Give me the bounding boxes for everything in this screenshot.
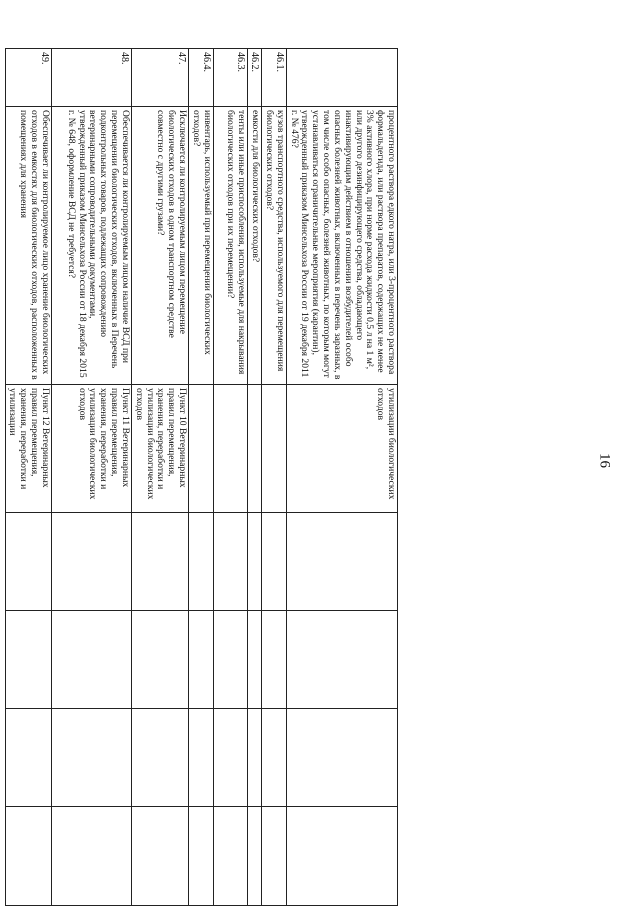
answer-cell <box>51 709 131 807</box>
table-row <box>189 49 214 906</box>
note-cell <box>213 807 247 906</box>
question-cell: процентного раствора едкого натра, или 3-процентного раствора формальдегида, или раствора препаратов, содержащих не менее 3% активного хлора, при норме расхода жидкости 0,5 л на 1 м², или другого дезинфицирующего средства, обладающего инактивирующим действием в отношении возбудителей особо опасных болезней животных, включенных в перечень заразных, в том числе особо опасных, болезней животных, по которым могут устанавливаться ограничительные мероприятия (карантин), утвержденный приказом Минсельхоза России от 19 декабря 2011 г. № 476? <box>286 107 397 385</box>
row-number: 47. <box>131 49 188 107</box>
row-number <box>286 49 397 107</box>
reference-cell <box>189 385 214 513</box>
note-cell <box>5 807 51 906</box>
note-cell <box>131 807 188 906</box>
answer-cell <box>131 513 188 611</box>
answer-cell <box>189 611 214 709</box>
answer-cell <box>213 611 247 709</box>
reference-cell <box>247 385 261 513</box>
answer-cell <box>5 611 51 709</box>
reference-cell: Пункт 10 Ветеринарных правил перемещения, хранения, переработки и утилизации биологических отходов <box>131 385 188 513</box>
answer-cell <box>262 611 287 709</box>
question-cell: Обеспечивается ли контролируемым лицом наличие ВСД при перемещении биологических отходов, включенных в Перечень подконтрольных товаров, подлежащих сопровождению ветеринарными сопроводительными документами, утвержденный приказом Минсельхоза России от 18 декабря 2015 г. № 648, оформление ВСД не требуется? <box>51 107 131 385</box>
rotated-table-container <box>7 48 398 905</box>
answer-cell <box>51 611 131 709</box>
answer-cell <box>189 513 214 611</box>
checklist-table <box>5 48 398 906</box>
note-cell <box>189 807 214 906</box>
table-row <box>51 49 131 906</box>
answer-cell <box>51 513 131 611</box>
table-row <box>247 49 261 906</box>
reference-cell <box>213 385 247 513</box>
answer-cell <box>5 709 51 807</box>
answer-cell <box>213 709 247 807</box>
row-number: 46.4. <box>189 49 214 107</box>
row-number: 46.3. <box>213 49 247 107</box>
reference-cell: Пункт 12 Ветеринарных правил перемещения, хранения, переработки и утилизации <box>5 385 51 513</box>
answer-cell <box>5 513 51 611</box>
table-row <box>5 49 51 906</box>
question-cell: Обеспечивает ли контролируемое лицо хранение биологических отходов в емкостях для биологических отходов, расположенных в помещениях для хранения <box>5 107 51 385</box>
answer-cell <box>262 709 287 807</box>
reference-cell: утилизации биологических отходов <box>286 385 397 513</box>
reference-cell: Пункт 11 Ветеринарных правил перемещения, хранения, переработки и утилизации биологических отходов <box>51 385 131 513</box>
row-number: 46.1. <box>262 49 287 107</box>
answer-cell <box>286 709 397 807</box>
table-row <box>262 49 287 906</box>
reference-cell <box>262 385 287 513</box>
answer-cell <box>131 709 188 807</box>
answer-cell <box>131 611 188 709</box>
answer-cell <box>247 513 261 611</box>
note-cell <box>286 807 397 906</box>
row-number: 48. <box>51 49 131 107</box>
question-cell: тенты или иные приспособления, используемые для накрывания биологических отходов при их перемещении? <box>213 107 247 385</box>
answer-cell <box>247 611 261 709</box>
question-cell: кузов транспортного средства, используемого для перемещения биологических отходов? <box>262 107 287 385</box>
table-viewport <box>7 48 398 905</box>
note-cell <box>247 807 261 906</box>
note-cell <box>51 807 131 906</box>
question-cell: инвентарь, используемый при перемещении биологических отходов? <box>189 107 214 385</box>
table-row <box>213 49 247 906</box>
answer-cell <box>286 513 397 611</box>
answer-cell <box>213 513 247 611</box>
question-cell: емкости для биологических отходов? <box>247 107 261 385</box>
question-cell: Исключается ли контролируемым лицом перемещение биологических отходов в одном транспортном средстве совместно с другими грузами? <box>131 107 188 385</box>
row-number: 49. <box>5 49 51 107</box>
note-cell <box>262 807 287 906</box>
page-number: 16 <box>596 453 613 468</box>
table-row <box>286 49 397 906</box>
answer-cell <box>247 709 261 807</box>
answer-cell <box>262 513 287 611</box>
row-number: 46.2. <box>247 49 261 107</box>
answer-cell <box>189 709 214 807</box>
answer-cell <box>286 611 397 709</box>
table-row <box>131 49 188 906</box>
